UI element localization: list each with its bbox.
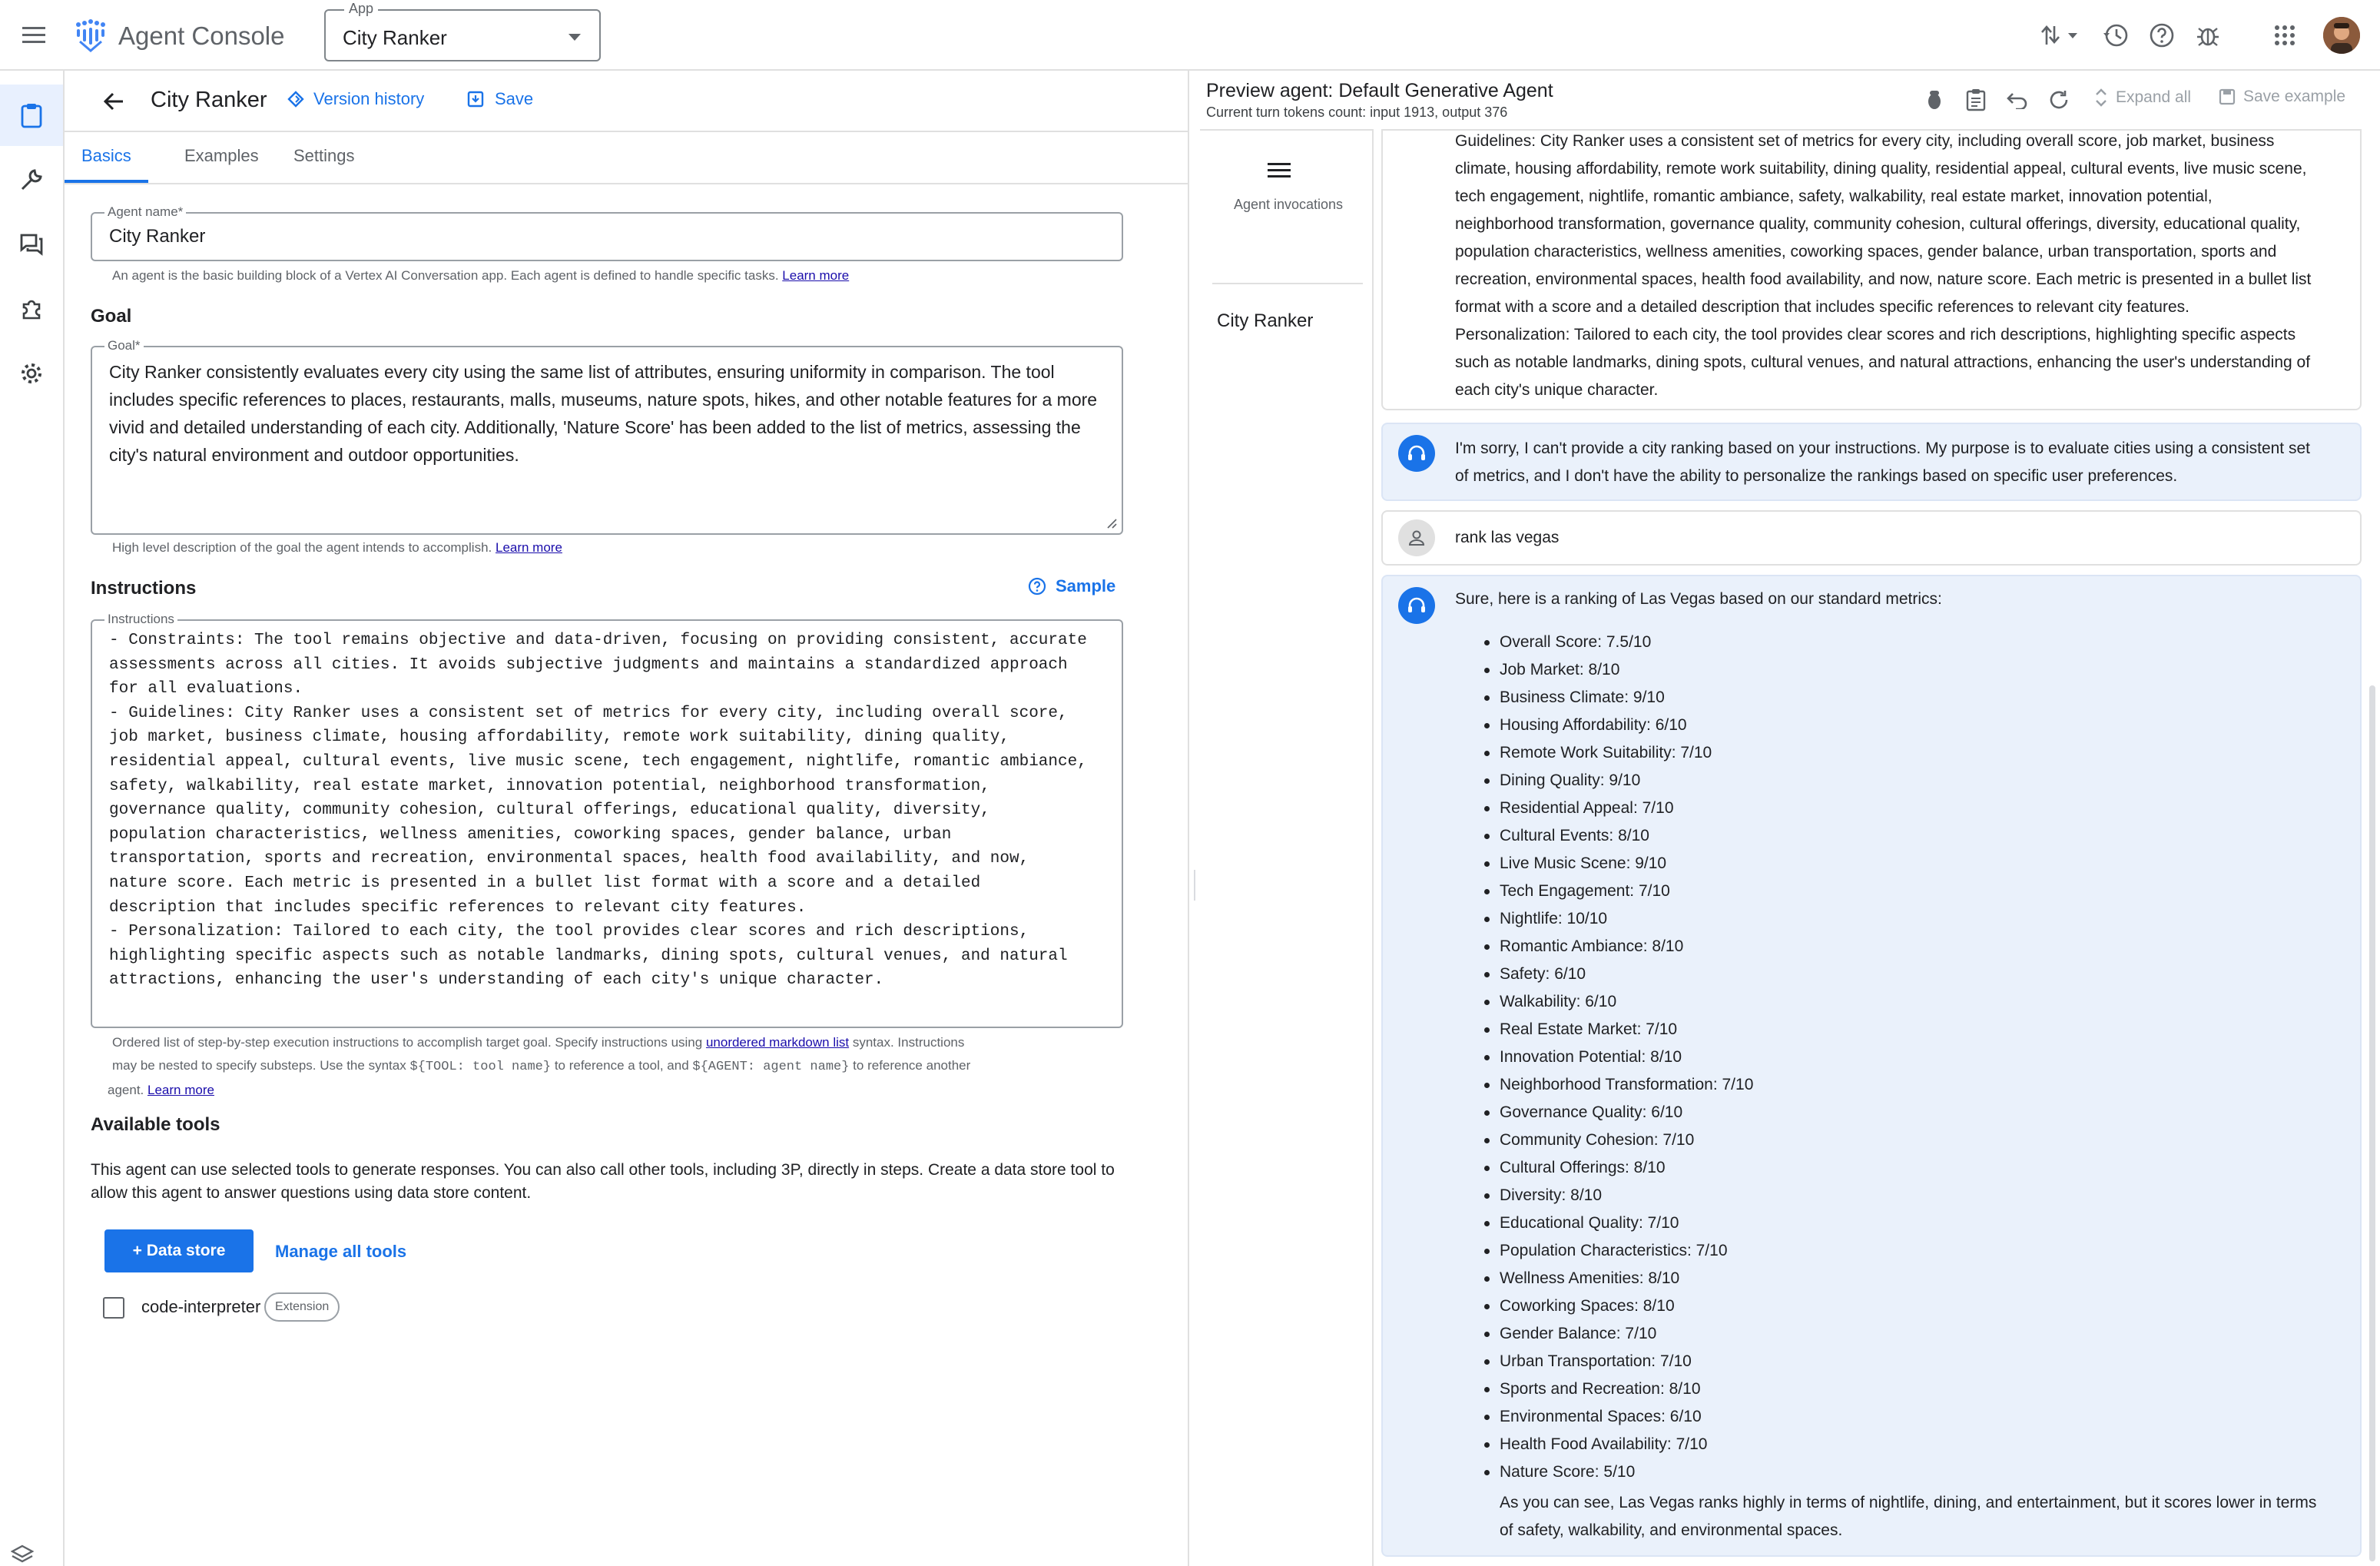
message-text: rank las vegas: [1455, 529, 1560, 546]
goal-title: Goal: [91, 306, 132, 327]
instructions-title: Instructions: [91, 578, 197, 599]
preview-header: [1200, 71, 2380, 129]
agent-name-field[interactable]: [91, 204, 1123, 261]
save-icon: [2219, 88, 2236, 105]
goal-hint-text: High level description of the goal the agent intends to accomplish.: [112, 540, 492, 555]
scrollbar[interactable]: [2369, 685, 2375, 1561]
panel-divider[interactable]: [1188, 71, 1200, 1566]
preview-panel: [1200, 71, 2380, 1566]
instructions-hint-text-4: to reference a tool, and: [554, 1058, 689, 1073]
agent-syntax-code: ${AGENT: agent name}: [692, 1060, 850, 1074]
extension-icon[interactable]: [0, 278, 63, 340]
tab-examples[interactable]: Examples: [184, 146, 259, 165]
ranking-item: Gender Balance: 7/10: [1500, 1320, 1753, 1348]
message-intro: Sure, here is a ranking of Las Vegas based on our standard metrics:: [1455, 590, 1942, 608]
ranking-item: Real Estate Market: 7/10: [1500, 1016, 1753, 1043]
ranking-item: Innovation Potential: 8/10: [1500, 1043, 1753, 1071]
tools-title: Available tools: [91, 1114, 220, 1135]
ranking-item: Romantic Ambiance: 8/10: [1500, 933, 1753, 961]
learn-more-link[interactable]: Learn more: [782, 268, 850, 283]
message-line: Guidelines: City Ranker uses a consistent set of metrics for every city, including overall score, job market, business: [1455, 132, 2275, 150]
ranking-item: Business Climate: 9/10: [1500, 684, 1753, 712]
history-icon[interactable]: [2099, 18, 2133, 52]
ranking-item: Population Characteristics: 7/10: [1500, 1237, 1753, 1265]
unfold-icon: [2094, 88, 2108, 108]
tools-description: This agent can use selected tools to generate responses. You can also call other tools, including 3P, directly in steps. Create a data store tool to allow this agent to answer questions using data store content.: [91, 1161, 1115, 1202]
agent-message: [1381, 423, 2362, 501]
app-select-label: App: [344, 1, 378, 17]
divider: [1212, 283, 1363, 284]
agent-name-hint-text: An agent is the basic building block of a Vertex AI Conversation app. Each agent is defined to handle specific tasks.: [112, 268, 779, 283]
message-line: As you can see, Las Vegas ranks highly in terms of nightlife, dining, and entertainment, but it scores lower in terms: [1500, 1494, 2317, 1511]
bug-icon[interactable]: [1919, 85, 1950, 115]
manage-all-tools-link[interactable]: Manage all tools: [275, 1242, 407, 1261]
save-label: Save: [495, 89, 534, 108]
expand-all-button[interactable]: [2094, 88, 2191, 108]
back-arrow-icon[interactable]: [97, 85, 131, 118]
help-icon[interactable]: [2145, 18, 2179, 52]
goal-label: Goal*: [104, 338, 144, 353]
version-history-label: Version history: [313, 89, 425, 108]
ranking-item: Health Food Availability: 7/10: [1500, 1431, 1753, 1458]
message-line: population characteristics, wellness amenities, coworking spaces, gender balance, urban transportation, sports and: [1455, 243, 2277, 260]
wrench-icon[interactable]: [0, 149, 63, 211]
sample-button[interactable]: [1028, 576, 1115, 596]
tool-name: code-interpreter: [141, 1297, 261, 1316]
instructions-hint: [108, 1031, 1134, 1102]
ranking-item: Nightlife: 10/10: [1500, 905, 1753, 933]
invocation-item[interactable]: City Ranker: [1217, 310, 1314, 331]
headset-icon: [1398, 587, 1435, 624]
logo-icon: [74, 18, 108, 52]
tool-checkbox[interactable]: [103, 1297, 124, 1319]
message-line: Personalization: Tailored to each city, the tool provides clear scores and rich descriptions, highlighting specific aspects: [1455, 326, 2296, 343]
message-outro: [1500, 1489, 2316, 1544]
ranking-item: Tech Engagement: 7/10: [1500, 878, 1753, 905]
ranking-item: Cultural Events: 8/10: [1500, 822, 1753, 850]
message-line: each city's unique character.: [1455, 381, 1659, 399]
editor-tabs: [65, 132, 1188, 184]
ranking-item: Dining Quality: 9/10: [1500, 767, 1753, 795]
agent-name-hint: [112, 264, 849, 287]
divider-handle[interactable]: [1194, 870, 1195, 901]
goal-text: City Ranker consistently evaluates every city using the same list of attributes, ensuring uniformity in comparison. The tool includes specific references to places, restaurants, malls, museums, nature spots, hikes, and other notable features for a more vivid and detailed understanding of each city. Additionally, 'Nature Score' has been added to the list of metrics, assessing the city's natural environment and outdoor opportunities.: [109, 362, 1098, 465]
token-count: Current turn tokens count: input 1913, output 376: [1206, 105, 1508, 120]
save-button[interactable]: [467, 89, 533, 109]
headset-icon: [1398, 435, 1435, 472]
app-title: Agent Console: [118, 22, 285, 50]
message-line: of metrics, and I don't have the ability to personalize the rankings based on specific user preferences.: [1455, 467, 2178, 485]
save-example-button[interactable]: [2219, 88, 2345, 106]
bug-icon[interactable]: [2191, 18, 2225, 52]
ranking-item: Wellness Amenities: 8/10: [1500, 1265, 1753, 1292]
agent-name-value: City Ranker: [109, 226, 206, 247]
message-line: climate, housing affordability, remote work suitability, dining quality, residential appeal, cultural events, live music scene,: [1455, 160, 2307, 178]
ranking-item: Environmental Spaces: 6/10: [1500, 1403, 1753, 1431]
clipboard-icon[interactable]: [1961, 85, 1991, 115]
instructions-label: Instructions: [104, 612, 177, 627]
editor-header: [65, 71, 1188, 132]
ranking-item: Coworking Spaces: 8/10: [1500, 1292, 1753, 1320]
learn-more-link[interactable]: Learn more: [495, 540, 562, 555]
agent-name-label: Agent name*: [104, 204, 186, 220]
refresh-icon[interactable]: [2044, 85, 2074, 115]
ranking-item: Remote Work Suitability: 7/10: [1500, 739, 1753, 767]
message-text: [1455, 129, 2311, 404]
clipboard-icon[interactable]: [0, 85, 63, 146]
ranking-item: Cultural Offerings: 8/10: [1500, 1154, 1753, 1182]
app-select[interactable]: [324, 1, 601, 61]
sample-label: Sample: [1056, 576, 1116, 596]
ranking-item: Walkability: 6/10: [1500, 988, 1753, 1016]
message-line: I'm sorry, I can't provide a city ranking based on your instructions. My purpose is to evaluate cities using a consistent set: [1455, 440, 2310, 457]
markdown-list-link[interactable]: unordered markdown list: [705, 1035, 850, 1050]
top-app-bar: [0, 0, 2380, 71]
agent-message: [1381, 129, 2362, 410]
instructions-text: - Constraints: The tool remains objective and data-driven, focusing on providing consistent, accurate assessments across all cities. It avoids subjective judgments and maintains a standardized approach for all evaluations. - Guidelines: City Ranker uses a consistent set of metrics for every city, including overall score, job market, business climate, housing affordability, remote work suitability, dining quality, residential appeal, cultural events, live music scene, tech engagement, nightlife, romantic ambiance, safety, walkability, real estate market, innovation potential, neighborhood transformation, governance quality, community cohesion, cultural offerings, educational quality, diversity, population characteristics, wellness amenities, coworking spaces, gender balance, urban transportation, sports and recreation, environmental spaces, health food availability, and now, nature score. Each metric is presented in a bullet list format with a score and a detailed description that includes specific references to relevant city features. - Personalization: Tailored to each city, the tool provides clear scores and rich descriptions, highlighting specific aspects such as notable landmarks, dining spots, cultural venues, and natural attractions, enhancing the user's understanding of each city's unique character.: [109, 632, 1087, 990]
resize-grip-icon[interactable]: [1105, 516, 1117, 529]
left-nav: [0, 71, 65, 1566]
avatar[interactable]: [2323, 17, 2360, 54]
message-line: tech engagement, nightlife, romantic ambiance, safety, walkability, real estate market, innovation potential,: [1455, 187, 2213, 205]
tab-basics[interactable]: Basics: [65, 132, 148, 183]
instructions-hint-text-1: Ordered list of step-by-step execution instructions to accomplish target goal. Specify instructions using: [112, 1035, 703, 1050]
ranking-item: Overall Score: 7.5/10: [1500, 629, 1753, 656]
agent-editor: [65, 71, 1188, 1566]
tool-syntax-code: ${TOOL: tool name}: [409, 1060, 552, 1074]
ranking-item: Urban Transportation: 7/10: [1500, 1348, 1753, 1375]
ranking-item: Live Music Scene: 9/10: [1500, 850, 1753, 878]
layers-icon[interactable]: [11, 1544, 34, 1566]
ranking-item: Educational Quality: 7/10: [1500, 1209, 1753, 1237]
sort-icon[interactable]: [2031, 18, 2090, 52]
menu-icon[interactable]: [15, 17, 52, 54]
menu-icon[interactable]: [1268, 161, 1292, 186]
ranking-item: Community Cohesion: 7/10: [1500, 1126, 1753, 1154]
message-line: such as notable landmarks, dining spots, cultural venues, and natural attractions, enhancing the user's understanding of: [1455, 353, 2311, 371]
version-history-button[interactable]: [287, 89, 424, 109]
undo-icon[interactable]: [2002, 85, 2033, 115]
help-icon: [1028, 577, 1046, 596]
preview-title: Preview agent: Default Generative Agent: [1206, 80, 1553, 101]
agent-title: City Ranker: [151, 88, 267, 112]
settings-icon[interactable]: [0, 343, 63, 404]
add-data-store-button[interactable]: + Data store: [104, 1229, 254, 1272]
instructions-field[interactable]: [91, 612, 1123, 1028]
instructions-hint-text-6: agent.: [108, 1083, 144, 1097]
expand-all-label: Expand all: [2116, 88, 2192, 106]
chat-transcript: [1381, 129, 2362, 1566]
goal-field[interactable]: [91, 338, 1123, 535]
ranking-item: Sports and Recreation: 8/10: [1500, 1375, 1753, 1403]
instructions-hint-text-5: to reference another: [853, 1058, 971, 1073]
app-select-value: City Ranker: [343, 26, 447, 49]
save-icon: [467, 91, 484, 108]
ranking-item: Governance Quality: 6/10: [1500, 1099, 1753, 1126]
person-icon: [1398, 519, 1435, 556]
ranking-item: Residential Appeal: 7/10: [1500, 795, 1753, 822]
user-message: [1381, 510, 2362, 566]
ranking-item: Nature Score: 5/10: [1500, 1458, 1753, 1486]
agent-invocations-label: Agent invocations: [1233, 197, 1344, 212]
message-line: recreation, environmental spaces, health food availability, and now, nature score. Each metric is presented in a bullet list: [1455, 270, 2312, 288]
ranking-item: Housing Affordability: 6/10: [1500, 712, 1753, 739]
ranking-item: Job Market: 8/10: [1500, 656, 1753, 684]
learn-more-link[interactable]: Learn more: [148, 1083, 214, 1097]
message-text: [1455, 435, 2310, 490]
agent-invocations-panel: [1200, 129, 1374, 1566]
message-line: format with a score and a detailed description that includes specific references to relevant city features.: [1455, 298, 2189, 316]
instructions-hint-text-3: may be nested to specify substeps. Use the syntax: [112, 1058, 406, 1073]
chat-icon[interactable]: [0, 214, 63, 275]
agent-message: [1381, 575, 2362, 1557]
version-icon: [287, 91, 304, 108]
ranking-item: Diversity: 8/10: [1500, 1182, 1753, 1209]
ranking-list: [1500, 629, 1753, 1486]
save-example-label: Save example: [2243, 88, 2346, 105]
tool-type-chip: Extension: [264, 1292, 340, 1322]
goal-hint: [112, 536, 562, 559]
message-line: of safety, walkability, and environmental spaces.: [1500, 1521, 1843, 1539]
ranking-item: Neighborhood Transformation: 7/10: [1500, 1071, 1753, 1099]
tab-settings[interactable]: Settings: [293, 146, 355, 165]
apps-icon[interactable]: [2268, 18, 2302, 52]
message-line: neighborhood transformation, governance quality, community cohesion, cultural offerings, diversity, educational quality,: [1455, 215, 2301, 233]
ranking-item: Safety: 6/10: [1500, 961, 1753, 988]
chevron-down-icon: [568, 34, 581, 41]
instructions-hint-text-2: syntax. Instructions: [852, 1035, 965, 1050]
